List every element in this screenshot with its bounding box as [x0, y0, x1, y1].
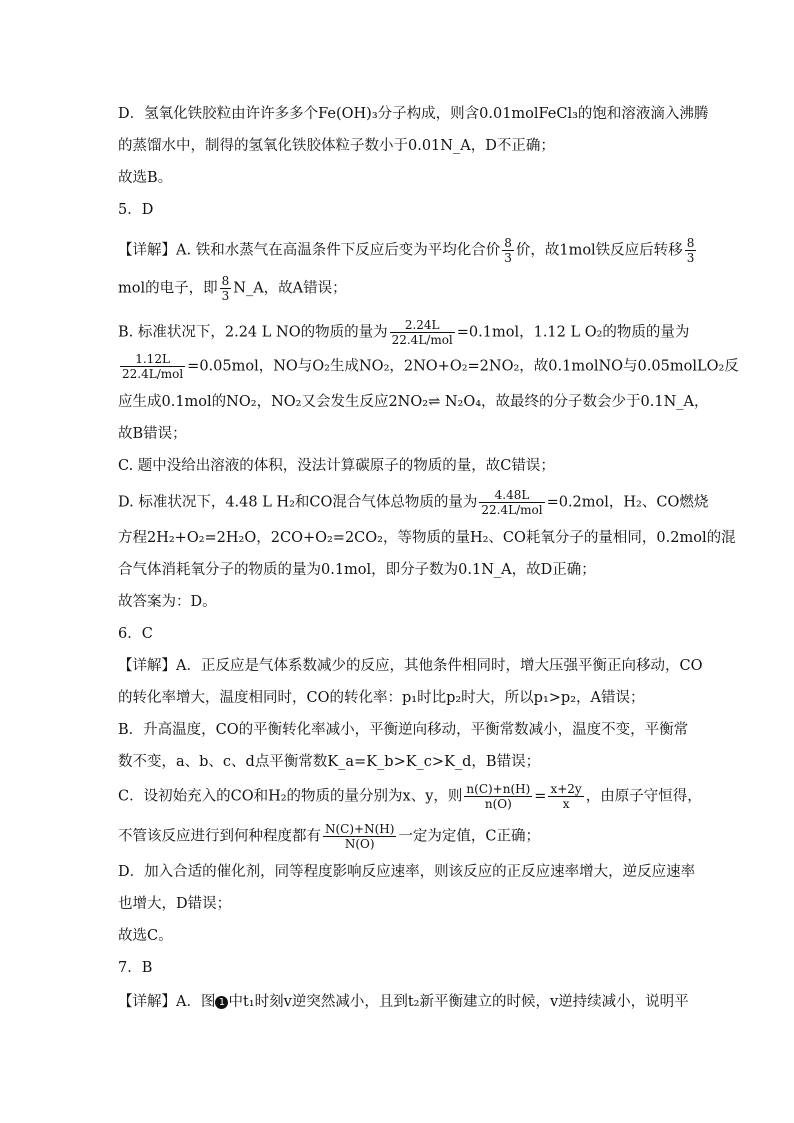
q5-number: 5．D: [118, 202, 154, 218]
fraction: $\frac{x+2y}{x}$: [550, 782, 582, 811]
q5-b-line3: 应生成0.1mol的NO₂，NO₂又会发生反应2NO₂⇌ N₂O₄，故最终的分子数会少于0.1N_A，: [118, 394, 709, 410]
q6-a-line1: 【详解】A．正反应是气体系数减少的反应，其他条件相同时，增大压强平衡正向移动，CO: [118, 658, 703, 674]
q6-b-line1: B．升高温度，CO的平衡转化率减小，平衡逆向移动，平衡常数减小，温度不变，平衡常: [118, 722, 689, 738]
q6-c-line1: C．设初始充入的CO和H₂的物质的量分别为x、y，则 $\frac{n(C)+n(H)}{n(O)}$ = $\frac{x+2y}{x}$ ，由原子守恒得，: [118, 782, 702, 811]
q5-answer: 故答案为：D。: [118, 594, 217, 610]
q7-a-line1: 【详解】A．图 1 中t₁时刻v逆突然减小，且到t₂新平衡建立的时候，v逆持续减小，说明平: [118, 994, 689, 1010]
q5-d-line3: 合气体消耗氧分子的物质的量为0.1mol，即分子数为0.1N_A，故D正确；: [118, 562, 596, 578]
detail-tag: 【详解】: [118, 658, 176, 674]
fraction: $\frac{1.12L}{\text{22.4L/mol}}$: [122, 352, 184, 381]
fraction: $\frac{2.24L}{\text{22.4L/mol}}$: [391, 318, 453, 347]
q5-d-line1: D. 标准状况下，4.48 L H₂和CO混合气体总物质的量为 $\frac{4.48L}{\text{22.4L/mol}}$ =0.2mol，H₂、CO燃烧: [118, 488, 709, 517]
detail-tag: 【详解】: [118, 994, 176, 1010]
q6-a-line2: 的转化率增大，温度相同时，CO的转化率：p₁时比p₂时大，所以p₁>p₂，A错误；: [118, 690, 645, 706]
q5-b-line1: B. 标准状况下，2.24 L NO的物质的量为 $\frac{2.24L}{\text{22.4L/mol}}$ =0.1mol，1.12 L O₂的物质的量为: [118, 318, 690, 347]
q6-d-line2: 也增大，D错误；: [118, 896, 232, 912]
fraction: $\frac{4.48L}{\text{22.4L/mol}}$: [481, 488, 543, 517]
fraction: $\frac{8}{3}$: [221, 274, 230, 303]
q4-choose: 故选B。: [118, 170, 173, 186]
q5-b-line2: $\frac{1.12L}{\text{22.4L/mol}}$ =0.05mol，NO与O₂生成NO₂，2NO+O₂=2NO₂，故0.1molNO与0.05molLO₂反: [122, 352, 739, 381]
fraction: $\frac{n(C)+n(H)}{n(O)}$: [466, 782, 531, 811]
q6-c-line2: 不管该反应进行到何种程度都有 $\frac{N(C)+N(H)}{N(O)}$ 一定为定值，C正确；: [118, 822, 541, 851]
q5-a-line1: 【详解】A. 铁和水蒸气在高温条件下反应后变为平均化合价 $\frac{8}{3}$ 价，故1mol铁反应后转移 $\frac{8}{3}$: [118, 236, 695, 265]
q4-d-line1: D．氢氧化铁胶粒由许许多多个Fe(OH)₃分子构成，则含0.01molFeCl₃的饱和溶液滴入沸腾: [118, 106, 709, 122]
q6-number: 6．C: [118, 626, 153, 642]
fraction: $\frac{8}{3}$: [686, 236, 695, 265]
q4-d-line2: 的蒸馏水中，制得的氢氧化铁胶体粒子数小于0.01N_A，D不正确；: [118, 138, 555, 154]
q5-c-line: C. 题中没给出溶液的体积，没法计算碳原子的物质的量，故C错误；: [118, 458, 555, 474]
fraction: $\frac{N(C)+N(H)}{N(O)}$: [325, 822, 395, 851]
q6-d-line1: D．加入合适的催化剂，同等程度影响反应速率，则该反应的正反应速率增大，逆反应速率: [118, 864, 696, 880]
circled-number-icon: 1: [215, 996, 228, 1009]
q6-b-line2: 数不变，a、b、c、d点平衡常数K_a=K_b>K_c>K_d，B错误；: [118, 754, 541, 770]
fraction: $\frac{8}{3}$: [504, 236, 512, 265]
detail-tag: 【详解】: [118, 242, 176, 259]
q5-b-line4: 故B错误；: [118, 426, 187, 442]
q7-number: 7．B: [118, 960, 153, 976]
q5-a-line2: mol的电子，即 $\frac{8}{3}$ N_A，故A错误；: [118, 274, 347, 303]
q5-d-line2: 方程2H₂+O₂=2H₂O，2CO+O₂=2CO₂，等物质的量H₂、CO耗氧分子的量相同，0.2mol的混: [118, 530, 736, 546]
q6-choose: 故选C。: [118, 928, 173, 944]
